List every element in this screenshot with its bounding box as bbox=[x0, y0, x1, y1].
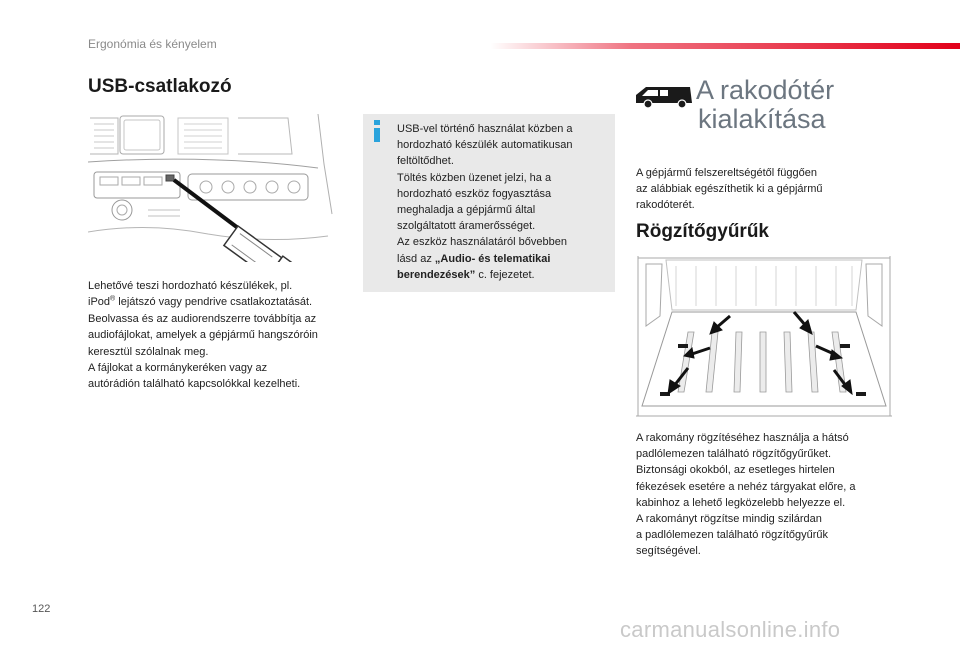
cargo-heading: A rakodótér kialakítása bbox=[696, 75, 835, 134]
info-text: USB-vel történő használat közben a hordozható készülék automatikusan feltöltődhet. Töltés közben üzenet jelzi, ha a hordozható eszköz fogyasztása meghaladja a gépjármű által szolgáltatott áramerősséget. Az eszköz használatáról bővebben lásd az „Audio- és telematikai berendezések” c. fejezetet. bbox=[397, 123, 573, 281]
van-icon bbox=[634, 83, 694, 109]
watermark: carmanualsonline.info bbox=[620, 617, 841, 642]
rings-heading: Rögzítőgyűrűk bbox=[636, 221, 769, 242]
usb-description: Lehetővé teszi hordozható készülékek, pl. iPod® lejátszó vagy pendrive csatlakoztatását. Beolvassa és az audiorendszerre továbbítja az audiofájlokat, amelyek a gépjármű hangszóróin keresztül szólalnak meg. A fájlokat a kormánykeréken vagy az autórádión található kapcsolókkal kezelheti. bbox=[88, 280, 318, 391]
cargo-intro: A gépjármű felszereltségétől függően az alábbiak egészíthetik ki a gépjármű rakodóterét. bbox=[636, 167, 823, 212]
usb-port-illustration bbox=[88, 114, 340, 262]
header-accent-bar bbox=[490, 43, 960, 49]
rings-description: A rakomány rögzítéséhez használja a hátsó padlólemezen található rögzítőgyűrűket. Biztonsági okokból, az esetleges hirtelen fékezések esetére a nehéz tárgyakat előre, a kabinhoz a lehető legközelebb helyezze el. A rakományt rögzítse mindig szilárdan a padlólemezen található rögzítőgyűrűk segítségével. bbox=[636, 432, 856, 558]
cargo-floor-illustration bbox=[636, 256, 892, 424]
info-icon bbox=[371, 120, 383, 142]
page-number: 122 bbox=[32, 603, 51, 615]
chapter-reference: „Audio- és telematikai bbox=[434, 252, 551, 265]
section-title: Ergonómia és kényelem bbox=[88, 37, 217, 51]
usb-heading: USB-csatlakozó bbox=[88, 76, 232, 97]
chapter-reference-cont: berendezések” bbox=[397, 268, 476, 281]
